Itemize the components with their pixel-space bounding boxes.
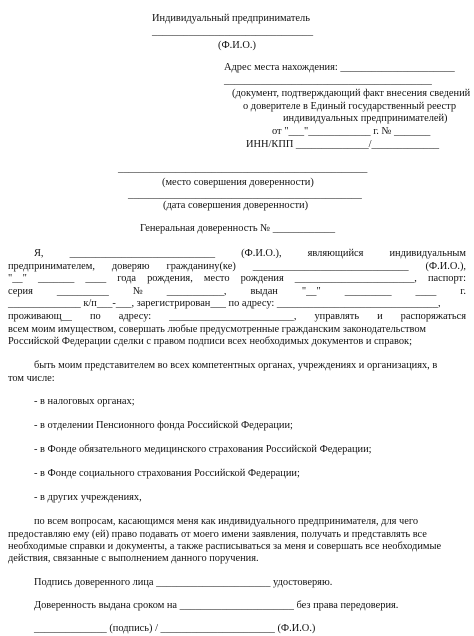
body-word: распоряжаться	[400, 311, 466, 322]
body-word: являющийся	[307, 248, 364, 259]
header-doc-note-1: (документ, подтверждающий факт внесения сведений	[232, 88, 471, 99]
body-word: г.	[460, 286, 466, 297]
body-word: серия	[8, 286, 33, 297]
body-line-5: ______________ к/п___-___, зарегистрирован___ по адресу: _______________________________,	[8, 298, 441, 309]
body-word: предпринимателем,	[8, 261, 95, 272]
list-item: - в Фонде обязательного медицинского страхования Российской Федерации;	[34, 444, 372, 455]
list-item: - в налоговых органах;	[34, 396, 135, 407]
place-line: ________________________________________________	[118, 163, 368, 174]
body-word: рождения,	[147, 273, 193, 284]
body-word: ____	[85, 273, 107, 284]
place-label: (место совершения доверенности)	[162, 177, 314, 188]
body-word: рождения	[240, 273, 284, 284]
body-word: _______	[37, 273, 75, 284]
body-word: (Ф.И.О.),	[425, 261, 466, 272]
body-word: гражданину(ке)	[166, 261, 236, 272]
body-word: по	[89, 311, 101, 322]
body-word: ____	[415, 286, 437, 297]
header-address: Адрес места нахождения: ______________________	[224, 62, 455, 73]
body-word: ________________________,	[169, 311, 297, 322]
header-doc-note-3: индивидуальных предпринимателей)	[283, 113, 448, 124]
body-word: Я,	[34, 248, 44, 259]
body-line-7: всем моим имуществом, совершать любые предусмотренные гражданским законодательством	[8, 324, 426, 335]
header-doc-date: от "___"____________ г. № _______	[272, 126, 431, 137]
body-word: ___________,	[166, 286, 227, 297]
body-word: __________	[56, 286, 109, 297]
header-title: Индивидуальный предприниматель	[152, 13, 310, 24]
list-item: - в отделении Пенсионного фонда Российской Федерации;	[34, 420, 293, 431]
body-word: место	[203, 273, 230, 284]
body-line-6	[8, 311, 466, 323]
body-word: ______________________________	[252, 261, 409, 272]
validity-line: Доверенность выдана сроком на ______________________ без права передоверия.	[34, 600, 399, 611]
para3-line-1: по всем вопросам, касающимся меня как индивидуального предпринимателя, для чего	[34, 516, 419, 527]
header-name-line: _______________________________	[152, 26, 314, 37]
list-item: - в Фонде социального страхования Российской Федерации;	[34, 468, 300, 479]
header-fio-label: (Ф.И.О.)	[218, 40, 256, 51]
body-word: _______________________,	[294, 273, 417, 284]
body-word: выдан	[250, 286, 278, 297]
signature-line: Подпись доверенного лица ______________________ удостоверяю.	[34, 577, 333, 588]
body-line-3	[8, 273, 466, 285]
sign-fio-line: ______________ (подпись) / ______________________ (Ф.И.О.)	[34, 623, 316, 634]
body-word: _________	[344, 286, 392, 297]
body-word: управлять	[314, 311, 360, 322]
body-word: индивидуальным	[389, 248, 466, 259]
body-word: и	[377, 311, 383, 322]
para3-line-2: предоставляю ему (ей) право подавать от моего имени заявления, получать и представлять все	[8, 529, 427, 540]
body-word: "__"	[301, 286, 321, 297]
body-word: года	[117, 273, 137, 284]
para2-line-2: том числе:	[8, 373, 55, 384]
body-word: паспорт:	[427, 273, 466, 284]
body-word: доверяю	[111, 261, 150, 272]
date-line: _____________________________________________	[128, 189, 362, 200]
date-label: (дата совершения доверенности)	[163, 200, 309, 211]
body-line-4	[8, 286, 466, 298]
body-line-1	[8, 248, 466, 260]
list-item: - в других учреждениях,	[34, 492, 142, 503]
body-word: "__"	[8, 273, 27, 284]
para2-line-1: быть моим представителем во всех компетентных органах, учреждениях и организациях, в	[34, 360, 438, 371]
body-word: ____________________________	[69, 248, 216, 259]
para3-line-3: необходимые справки и документы, а также расписываться за меня и совершать все необходимые	[8, 541, 442, 552]
body-line-2	[8, 261, 466, 273]
doc-title: Генеральная доверенность № ____________	[140, 223, 336, 234]
body-word: проживающ__	[8, 311, 72, 322]
body-word: №	[132, 286, 143, 297]
header-doc-note-2: о доверителе в Единый государственный реестр	[243, 101, 457, 112]
body-word: (Ф.И.О.),	[241, 248, 282, 259]
body-line-8: Российской Федерации сделки с правом подписи всех необходимых документов и справок;	[8, 336, 412, 347]
body-word: адресу:	[118, 311, 152, 322]
header-address-line: ________________________________________	[224, 75, 432, 86]
header-inn: ИНН/КПП ______________/_____________	[246, 139, 440, 150]
para3-line-4: действия, связанные с выполнением данного поручения.	[8, 553, 259, 564]
